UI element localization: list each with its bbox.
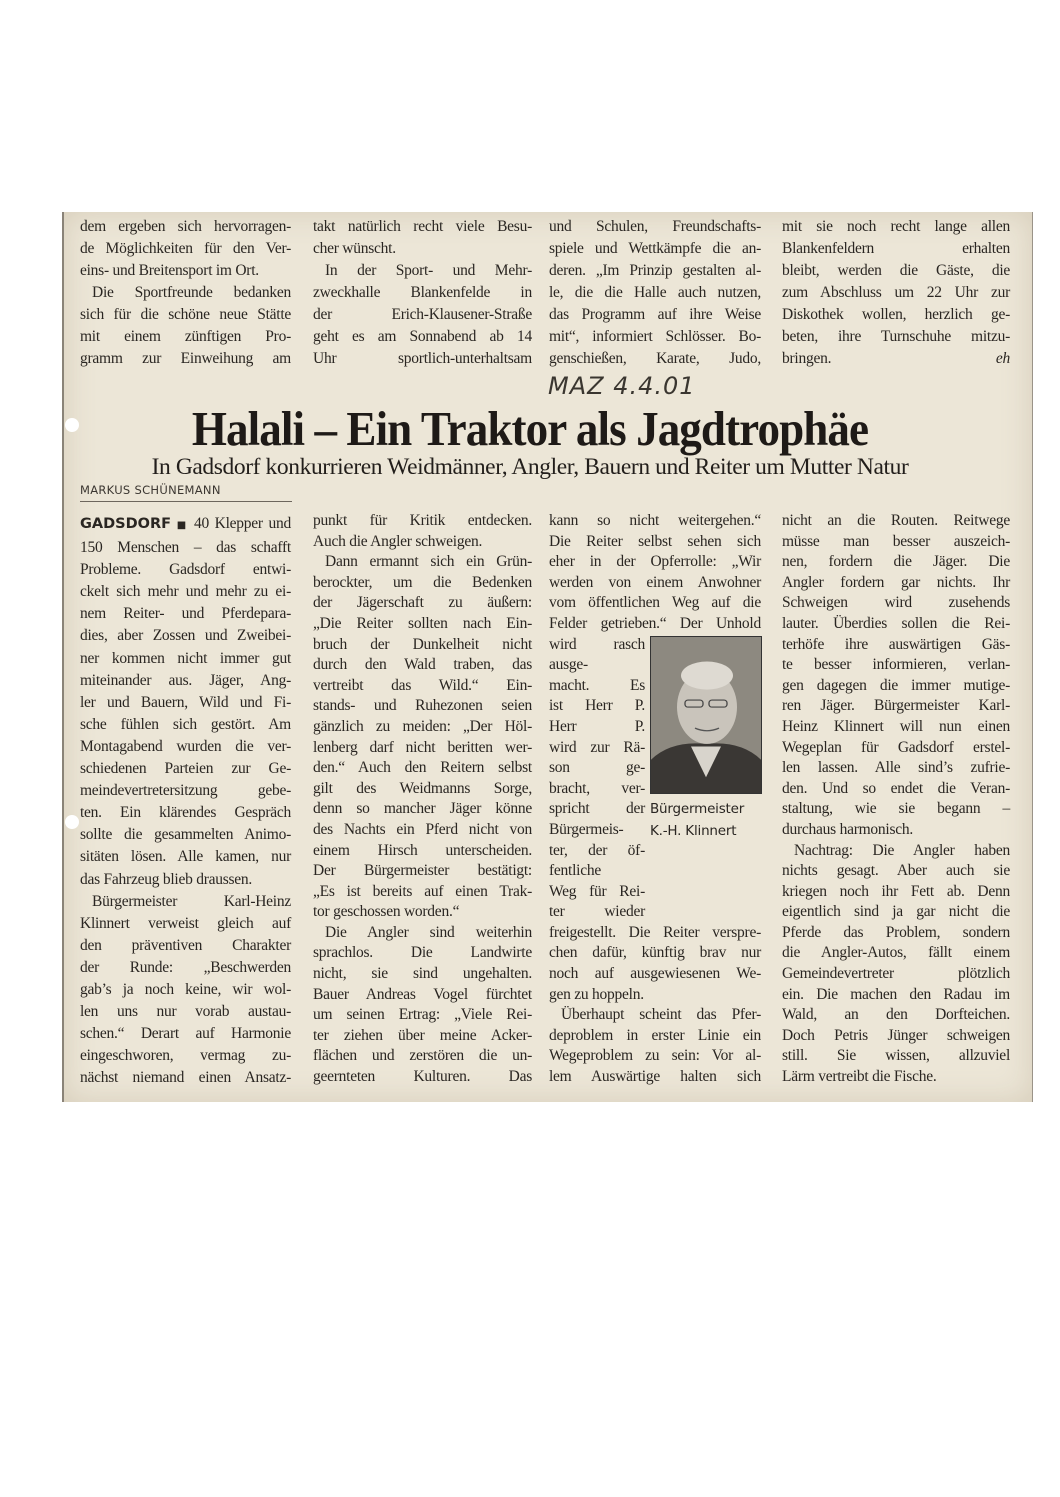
text-line-content: das Fahrzeug blieb draussen. xyxy=(80,870,253,888)
text-line xyxy=(782,1026,1010,1047)
text-line-content: In der Sport- und Mehr- xyxy=(325,262,532,279)
article-column-top-4 xyxy=(782,216,1010,370)
text-line xyxy=(80,326,291,348)
text-line-content: Angler fordern gar nichts. Ihr xyxy=(782,573,1010,591)
article-column-4 xyxy=(782,511,1010,1088)
text-line xyxy=(782,238,1010,260)
text-line-content: durchaus harmonisch. xyxy=(782,820,914,838)
text-line xyxy=(549,779,645,800)
text-line xyxy=(782,923,1010,944)
text-line xyxy=(782,799,1010,820)
text-line-content: Weg für Rei- xyxy=(549,882,645,900)
text-line-content: müsse man besser auszeich- xyxy=(782,532,1010,550)
text-line xyxy=(782,779,1010,800)
text-line xyxy=(549,593,761,614)
text-line-content: bleibt, werden die Gäste, die xyxy=(782,262,1010,279)
text-line-content: berockter, um die Bedenken xyxy=(313,573,532,591)
text-line-content: eingeschworen, vermag zu- xyxy=(80,1047,291,1065)
text-line xyxy=(313,923,532,944)
text-line xyxy=(549,635,645,656)
text-line-content: ein. Die machen den Radau im xyxy=(782,985,1010,1003)
text-line xyxy=(782,820,1010,841)
text-line xyxy=(80,957,291,979)
dateline: GADSDORF xyxy=(80,516,172,532)
text-line xyxy=(549,1005,761,1026)
article-column-top-1 xyxy=(80,216,291,370)
text-line xyxy=(782,738,1010,759)
text-line-content: ckelt sich mehr und mehr zu ei- xyxy=(80,583,291,601)
text-line-content: Felder getrieben.“ Der Unhold xyxy=(549,614,761,632)
text-line xyxy=(549,758,645,779)
text-line xyxy=(549,260,761,282)
text-line-content: Heinz Klinnert will nun einen xyxy=(782,717,1010,735)
text-line xyxy=(313,841,532,862)
text-line xyxy=(313,326,532,348)
text-line-content: te besser informieren, verlan- xyxy=(782,656,1010,674)
text-line xyxy=(313,985,532,1006)
text-line-content: ter ziehen über meine Acker- xyxy=(313,1026,532,1044)
text-line-content: beten, ihre Turnschuhe mitzu- xyxy=(782,328,1010,345)
text-line xyxy=(313,964,532,985)
text-line xyxy=(549,799,645,820)
text-line-content: die Angler-Autos, fällt einem xyxy=(782,944,1010,962)
text-line-content: noch auf ausgewiesenen We- xyxy=(549,965,761,983)
text-line xyxy=(80,891,291,913)
text-line xyxy=(549,820,645,841)
text-line xyxy=(549,943,761,964)
text-line-content: bracht, ver- xyxy=(549,779,645,797)
text-line-content: Bürgermeis- xyxy=(549,820,624,838)
text-line-content: gilt des Weidmanns Sorge, xyxy=(313,779,532,797)
text-line-content: um seinen Ertrag: „Viele Rei- xyxy=(313,1006,532,1024)
text-line-content: vom öffentlichen Weg auf die xyxy=(549,594,761,612)
text-line xyxy=(549,614,761,635)
text-line-content: ten. Ein klärendes Gespräch xyxy=(80,804,291,822)
text-line-content: den. Und so endet die Veran- xyxy=(782,779,1010,797)
text-line-content: sprachlos. Die Landwirte xyxy=(313,944,532,962)
text-line xyxy=(80,216,291,238)
text-line-content: miteinander aus. Jäger, Ang- xyxy=(80,671,291,689)
text-line xyxy=(80,603,291,625)
text-line-content: len lassen. Alle sind’s zufrie- xyxy=(782,759,1010,777)
text-line xyxy=(80,758,291,780)
text-line-content: le, die die Halle auch nutzen, xyxy=(549,284,761,301)
text-line xyxy=(549,882,645,903)
text-line xyxy=(782,841,1010,862)
text-line-content: den.“ Auch den Reitern selbst xyxy=(313,759,532,777)
text-line-content: tor geschossen worden.“ xyxy=(313,903,460,921)
text-line-content: nen, fordern die Jäger. Die xyxy=(782,553,1010,571)
text-line xyxy=(782,964,1010,985)
text-line-content: den präventiven Charakter xyxy=(80,936,291,954)
text-line-content: sollte die gesammelten Animo- xyxy=(80,826,291,844)
text-line-content: lem Auswärtige halten sich xyxy=(549,1068,761,1086)
text-line-content: Gemeindevertreter plötzlich xyxy=(782,965,1010,983)
text-line-content: Lärm vertreibt die Fische. xyxy=(782,1068,937,1086)
text-line-content: Doch Petris Jünger schweigen xyxy=(782,1026,1010,1044)
text-line-content: mit einem zünftigen Pro- xyxy=(80,328,291,345)
text-line xyxy=(549,304,761,326)
text-line-content: lauter. Überdies sollen die Rei- xyxy=(782,614,1010,632)
text-line xyxy=(80,1067,291,1089)
text-line xyxy=(549,238,761,260)
text-line-content: eigentlich sind ja gar nicht die xyxy=(782,903,1010,921)
text-line xyxy=(549,1046,761,1067)
text-line-content: Nachtrag: Die Angler haben xyxy=(794,841,1010,859)
text-line-content: fentliche xyxy=(549,862,601,880)
text-line-content: Der Bürgermeister bestätigt: xyxy=(313,862,532,880)
text-line xyxy=(313,1067,532,1088)
text-line-content: und Schulen, Freundschafts- xyxy=(549,218,761,235)
text-line xyxy=(313,943,532,964)
text-line xyxy=(313,260,532,282)
text-line xyxy=(782,1067,1010,1088)
text-line xyxy=(782,573,1010,594)
text-line xyxy=(549,1026,761,1047)
text-line-content: nächst niemand einen Ansatz- xyxy=(80,1069,291,1087)
text-line-content: meindevertretersitzung gebe- xyxy=(80,782,291,800)
text-line xyxy=(80,824,291,846)
text-line xyxy=(313,902,532,923)
text-line xyxy=(313,676,532,697)
text-line-content: gab’s ja noch keine, wir wol- xyxy=(80,980,291,998)
text-line xyxy=(782,1046,1010,1067)
text-line xyxy=(80,625,291,647)
text-line xyxy=(313,216,532,238)
text-line xyxy=(549,573,761,594)
text-line xyxy=(80,304,291,326)
mayor-portrait-photo xyxy=(650,636,762,794)
text-line-content: Schweigen wird zusehends xyxy=(782,594,1010,612)
text-line xyxy=(549,923,761,944)
text-line xyxy=(549,696,645,717)
text-line xyxy=(549,655,645,676)
text-line xyxy=(782,614,1010,635)
text-line xyxy=(80,537,291,559)
text-line-content: „Die Reiter sollten nach Ein- xyxy=(313,614,532,632)
text-line xyxy=(549,738,645,759)
text-line-content: Bürgermeister Karl-Heinz xyxy=(92,892,291,910)
photo-caption-line: K.-H. Klinnert xyxy=(650,823,737,839)
text-line xyxy=(549,348,761,370)
text-line xyxy=(549,717,645,738)
text-line xyxy=(80,581,291,603)
text-line-content: bruch der Dunkelheit nicht xyxy=(313,635,532,653)
text-line xyxy=(782,985,1010,1006)
text-line xyxy=(80,559,291,581)
text-line-content: lenberg darf nicht beritten wer- xyxy=(313,738,532,756)
text-line-content: denn so mancher Jäger könne xyxy=(313,800,532,818)
text-line xyxy=(782,216,1010,238)
text-line xyxy=(80,913,291,935)
text-line-content: mit sie noch recht lange allen xyxy=(782,218,1010,235)
text-line-content: macht. Es xyxy=(549,676,645,694)
text-line-content: gen zu hoppeln. xyxy=(549,985,644,1003)
punch-hole xyxy=(65,815,79,829)
text-line xyxy=(80,802,291,824)
text-line-content: deren. „Im Prinzip gestalten al- xyxy=(549,262,761,279)
text-line xyxy=(313,820,532,841)
text-line xyxy=(80,780,291,802)
text-line xyxy=(313,573,532,594)
text-line-content: nichts gesagt. Aber auch sie xyxy=(782,862,1010,880)
text-line-content: mit“, informiert Schlösser. Bo- xyxy=(549,328,761,345)
text-line xyxy=(549,841,645,862)
text-line xyxy=(782,532,1010,553)
text-line xyxy=(80,869,291,891)
text-line-content: des Nachts ein Pferd nicht von xyxy=(313,820,532,838)
text-line-content: Wegeproblem zu sein: Vor al- xyxy=(549,1047,761,1065)
text-line-content: genschießen, Karate, Judo, xyxy=(549,350,761,367)
text-line xyxy=(313,532,532,553)
text-line xyxy=(80,935,291,957)
text-line-content: geht es am Sonnabend ab 14 xyxy=(313,328,532,345)
photo-caption xyxy=(650,798,744,842)
text-line xyxy=(313,717,532,738)
text-line xyxy=(549,282,761,304)
text-line-content: ausge- xyxy=(549,656,588,674)
text-line xyxy=(313,348,532,370)
text-line-content: Dann ermannt sich ein Grün- xyxy=(325,553,532,571)
text-line-rest: 40 Klepper und xyxy=(193,515,292,532)
text-line xyxy=(80,648,291,670)
text-line xyxy=(782,635,1010,656)
text-line xyxy=(313,593,532,614)
text-line-content: chen dafür, künftig brav nur xyxy=(549,944,761,962)
text-line-content: ren Jäger. Bürgermeister Karl- xyxy=(782,697,1010,715)
text-line-content: punkt für Kritik entdecken. xyxy=(313,512,532,529)
text-line-content: werden von einem Anwohner xyxy=(549,573,761,591)
text-line-content: ist Herr P. xyxy=(549,697,645,715)
article-column-top-3 xyxy=(549,216,761,370)
text-line xyxy=(782,676,1010,697)
text-line xyxy=(549,532,761,553)
text-line xyxy=(80,282,291,304)
text-line-content: Herr P. xyxy=(549,717,645,735)
text-line xyxy=(313,552,532,573)
text-line xyxy=(549,326,761,348)
text-line xyxy=(80,736,291,758)
text-line xyxy=(782,282,1010,304)
article-column-2 xyxy=(313,511,532,1088)
text-line xyxy=(313,882,532,903)
text-line-content: stands- und Ruhezonen seien xyxy=(313,697,532,715)
text-line xyxy=(313,799,532,820)
text-line-content: vertreibt das Wild.“ Ein- xyxy=(313,676,532,694)
text-line-content: Die Sportfreunde bedanken xyxy=(92,284,291,301)
text-line-content: len uns nur vorab austau- xyxy=(80,1003,291,1021)
text-line-content: schen.“ Derart auf Harmonie xyxy=(80,1025,291,1043)
text-line-content: ner kommen nicht immer gut xyxy=(80,649,291,667)
text-line xyxy=(549,985,761,1006)
text-line xyxy=(313,1026,532,1047)
text-line-content: son ge- xyxy=(549,759,645,777)
text-line xyxy=(313,511,532,532)
text-line-content: Diskothek wollen, herzlich ge- xyxy=(782,306,1010,323)
text-line-content: Blankenfeldern erhalten xyxy=(782,240,1010,257)
byline: MARKUS SCHÜNEMANN xyxy=(80,484,292,502)
text-line xyxy=(549,1067,761,1088)
text-line xyxy=(782,655,1010,676)
text-line-content: sich für die schöne neue Stätte xyxy=(80,306,291,323)
text-line xyxy=(313,1046,532,1067)
text-line-content: Die Angler sind weiterhin xyxy=(325,923,532,941)
text-line-content: eins- und Breitensport im Ort. xyxy=(80,262,259,279)
text-line-content: spricht der xyxy=(549,800,645,818)
text-line xyxy=(313,696,532,717)
article-column-top-2 xyxy=(313,216,532,370)
text-line-content: zum Abschluss um 22 Uhr zur xyxy=(782,284,1010,301)
text-line xyxy=(782,511,1010,532)
text-line-content: gramm zur Einweihung am xyxy=(80,350,291,367)
text-line-content: de Möglichkeiten für den Ver- xyxy=(80,240,291,257)
text-line-content: das Programm auf ihre Weise xyxy=(549,306,761,323)
text-line xyxy=(782,348,1010,370)
text-line-content: deproblem in erster Linie ein xyxy=(549,1026,761,1044)
text-line-content: Die Reiter selbst sehen sich xyxy=(549,532,761,550)
portrait-image xyxy=(651,637,761,793)
punch-hole xyxy=(65,418,79,432)
text-line-content: durch den Wald traben, das xyxy=(313,656,532,674)
text-line-content: kriegen noch ihr Fett ab. Denn xyxy=(782,882,1010,900)
text-line xyxy=(80,846,291,868)
text-line-content: terhöfe ihre auswärtigen Gäs- xyxy=(782,635,1010,653)
text-line xyxy=(782,902,1010,923)
text-line-content: Probleme. Gadsdorf entwi- xyxy=(80,561,291,579)
text-line-content: kann so nicht weitergehen.“ xyxy=(549,512,761,529)
text-line xyxy=(80,670,291,692)
text-line xyxy=(80,1001,291,1023)
text-line-content: staltung, wie sie begann – xyxy=(782,800,1010,818)
text-line xyxy=(549,964,761,985)
subtitle: In Gadsdorf konkurrieren Weidmänner, Angler, Bauern und Reiter um Mutter Natur xyxy=(151,454,909,480)
photo-caption-line: Bürgermeister xyxy=(650,801,745,817)
dateline-bullet: ■ xyxy=(176,520,189,531)
text-line-content: sche fühlen sich gestört. Am xyxy=(80,715,291,733)
text-line xyxy=(80,1045,291,1067)
text-line xyxy=(549,676,645,697)
text-line-content: 150 Menschen – das schafft xyxy=(80,539,291,557)
text-line-content: takt natürlich recht viele Besu- xyxy=(313,218,532,235)
text-line xyxy=(313,635,532,656)
headline: Halali – Ein Traktor als Jagdtrophäe xyxy=(191,401,869,456)
text-line-content: still. Sie wissen, allzuviel xyxy=(782,1047,1010,1065)
text-line-content: Montagabend wurden die ver- xyxy=(80,737,291,755)
text-line-content: Wald, an den Dorfteichen. xyxy=(782,1006,1010,1024)
text-line xyxy=(549,552,761,573)
text-line xyxy=(80,692,291,714)
text-line-content: Uhr sportlich-unterhaltsam xyxy=(313,350,532,367)
text-line xyxy=(782,260,1010,282)
text-line-content: Pferde das Problem, sondern xyxy=(782,923,1010,941)
text-line xyxy=(549,902,645,923)
text-line xyxy=(80,260,291,282)
text-line xyxy=(782,717,1010,738)
text-line-content: freigestellt. Die Reiter verspre- xyxy=(549,923,761,941)
text-line xyxy=(313,655,532,676)
text-line-content: wird rasch xyxy=(549,635,645,653)
text-line xyxy=(313,1005,532,1026)
text-line-content: eher in der Opferrolle: „Wir xyxy=(549,553,761,571)
text-line-content: cher wünscht. xyxy=(313,240,396,257)
text-line-content: ter, der öf- xyxy=(549,841,645,859)
text-line-content: flächen und zerstören die un- xyxy=(313,1047,532,1065)
text-line-content: „Es ist bereits auf einen Trak- xyxy=(313,882,532,900)
text-line-content: zweckhalle Blankenfelde in xyxy=(313,284,532,301)
text-line-content: Auch die Angler schweigen. xyxy=(313,532,483,550)
text-line xyxy=(313,758,532,779)
text-line xyxy=(80,238,291,260)
text-line xyxy=(782,304,1010,326)
text-line-content: Klinnert verweist gleich auf xyxy=(80,914,291,932)
text-line-content: schiedenen Parteien zur Ge- xyxy=(80,760,291,778)
text-line xyxy=(80,979,291,1001)
text-line xyxy=(782,882,1010,903)
text-line-content: gänzlich zu meiden: „Der Höl- xyxy=(313,717,532,735)
text-line-content: Überhaupt scheint das Pfer- xyxy=(561,1006,761,1024)
text-line xyxy=(80,348,291,370)
text-line xyxy=(782,943,1010,964)
text-line xyxy=(80,714,291,736)
text-line xyxy=(549,861,645,882)
text-line xyxy=(313,282,532,304)
text-line-content: der Runde: „Beschwerden xyxy=(80,958,291,976)
text-line-content: wird zur Rä- xyxy=(549,738,645,756)
text-line xyxy=(782,326,1010,348)
text-line-content: spiele und Wettkämpfe die an- xyxy=(549,240,761,257)
text-line-content: geernteten Kulturen. Das xyxy=(313,1068,532,1086)
text-line-content: gen dagegen die immer mutige- xyxy=(782,676,1010,694)
text-line xyxy=(313,238,532,260)
text-line xyxy=(782,1005,1010,1026)
text-line-content: ler und Bauern, Wild und Fi- xyxy=(80,693,291,711)
text-line-content: nicht an die Routen. Reitwege xyxy=(782,512,1010,529)
text-line-content: einem Hirsch unterscheiden. xyxy=(313,841,532,859)
text-line xyxy=(80,513,291,537)
text-line xyxy=(313,304,532,326)
text-line xyxy=(313,861,532,882)
text-line xyxy=(782,593,1010,614)
text-line xyxy=(549,511,761,532)
text-line xyxy=(782,758,1010,779)
text-line-content: der Jägerschaft zu äußern: xyxy=(313,594,532,612)
text-line xyxy=(549,216,761,238)
text-line xyxy=(782,552,1010,573)
text-line-content: nicht, sie sind ungehalten. xyxy=(313,965,532,983)
text-line-content: bringen. xyxy=(782,350,832,367)
text-line-content: nem Reiter- und Pferdepara- xyxy=(80,605,291,623)
text-line xyxy=(313,614,532,635)
text-line-content: Bauer Andreas Vogel fürchtet xyxy=(313,985,532,1003)
text-line xyxy=(80,1023,291,1045)
article-column-1 xyxy=(80,513,291,1089)
text-line xyxy=(313,738,532,759)
text-line xyxy=(313,779,532,800)
text-line-content: sitäten lösen. Alle kamen, nur xyxy=(80,848,291,866)
text-line-content: der Erich-Klausener-Straße xyxy=(313,306,532,323)
text-line xyxy=(782,861,1010,882)
text-line xyxy=(782,696,1010,717)
text-line-content: Wegeplan für Gadsdorf erstel- xyxy=(782,738,1010,756)
author-signoff: eh xyxy=(995,350,1010,367)
text-line-content: dem ergeben sich hervorragen- xyxy=(80,218,291,235)
text-line-content: dies, aber Zossen und Zweibei- xyxy=(80,627,291,645)
text-line-content: ter wieder xyxy=(549,903,645,921)
handwritten-date-note: MAZ 4.4.01 xyxy=(548,372,696,400)
